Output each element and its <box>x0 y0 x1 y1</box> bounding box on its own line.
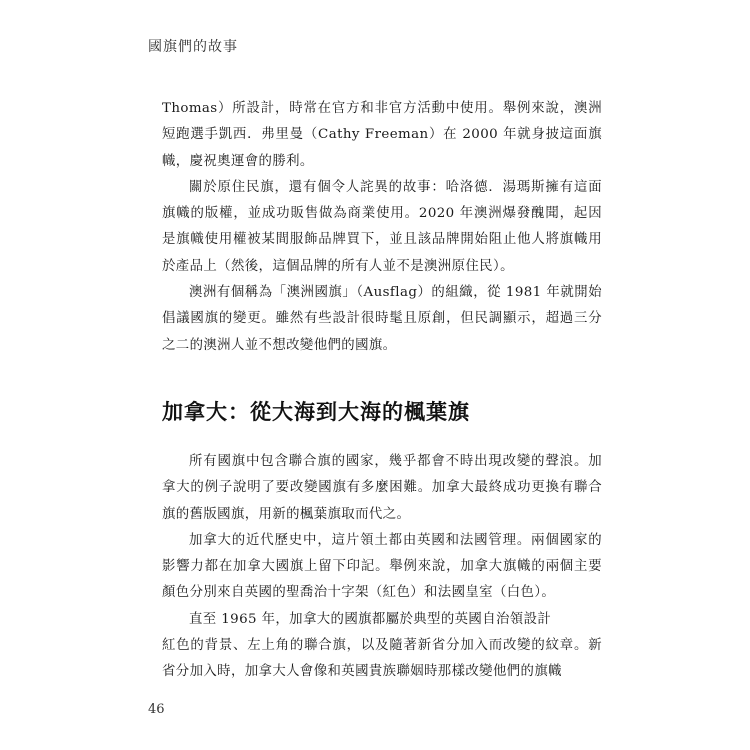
section-heading: 加拿大：從大海到大海的楓葉旗 <box>162 399 470 424</box>
section-australia-text <box>162 96 602 359</box>
paragraph: 紅色的背景、左上角的聯合旗，以及隨著新省分加入而改變的紋章。新省分加入時，加拿大人會像和英國貴族聯姻時那樣改變他們的旗幟 <box>162 638 602 680</box>
paragraph: 加拿大的近代歷史中，這片領土都由英國和法國管理。兩個國家的影響力都在加拿大國旗上留下印記。舉例來說，加拿大旗幟的兩個主要顏色分別來自英國的聖喬治十字架（紅色）和法國皇室（白色）。 <box>162 532 602 601</box>
paragraph: 澳洲有個稱為「澳洲國旗」（Ausflag）的組織，從 1981 年就開始倡議國旗的變更。雖然有些設計很時髦且原創，但民調顯示，超過三分之二的澳洲人並不想改變他們的國旗。 <box>162 285 602 353</box>
page-number: 46 <box>148 702 165 717</box>
paragraph: Thomas）所設計，時常在官方和非官方活動中使用。舉例來說，澳洲短跑選手凱西．弗里曼（Cathy Freeman）在 2000 年就身披這面旗幟，慶祝奧運會的勝利。 <box>162 101 602 169</box>
section-canada-text <box>162 449 602 686</box>
running-head: 國旗們的故事 <box>148 39 238 55</box>
paragraph: 直至 1965 年，加拿大的國旗都屬於典型的英國自治領設計 <box>189 611 552 627</box>
paragraph: 所有國旗中包含聯合旗的國家，幾乎都會不時出現改變的聲浪。加拿大的例子說明了要改變國旗有多麼困難。加拿大最終成功更換有聯合旗的舊版國旗，用新的楓葉旗取而代之。 <box>162 454 602 522</box>
paragraph: 關於原住民旗，還有個令人詫異的故事：哈洛德．湯瑪斯擁有這面旗幟的版權，並成功販售做為商業使用。2020 年澳洲爆發醜聞，起因是旗幟使用權被某間服飾品牌買下，並且該品牌開始阻止他人將旗幟用於產品上（然後，這個品牌的所有人並不是澳洲原住民）。 <box>162 179 602 274</box>
